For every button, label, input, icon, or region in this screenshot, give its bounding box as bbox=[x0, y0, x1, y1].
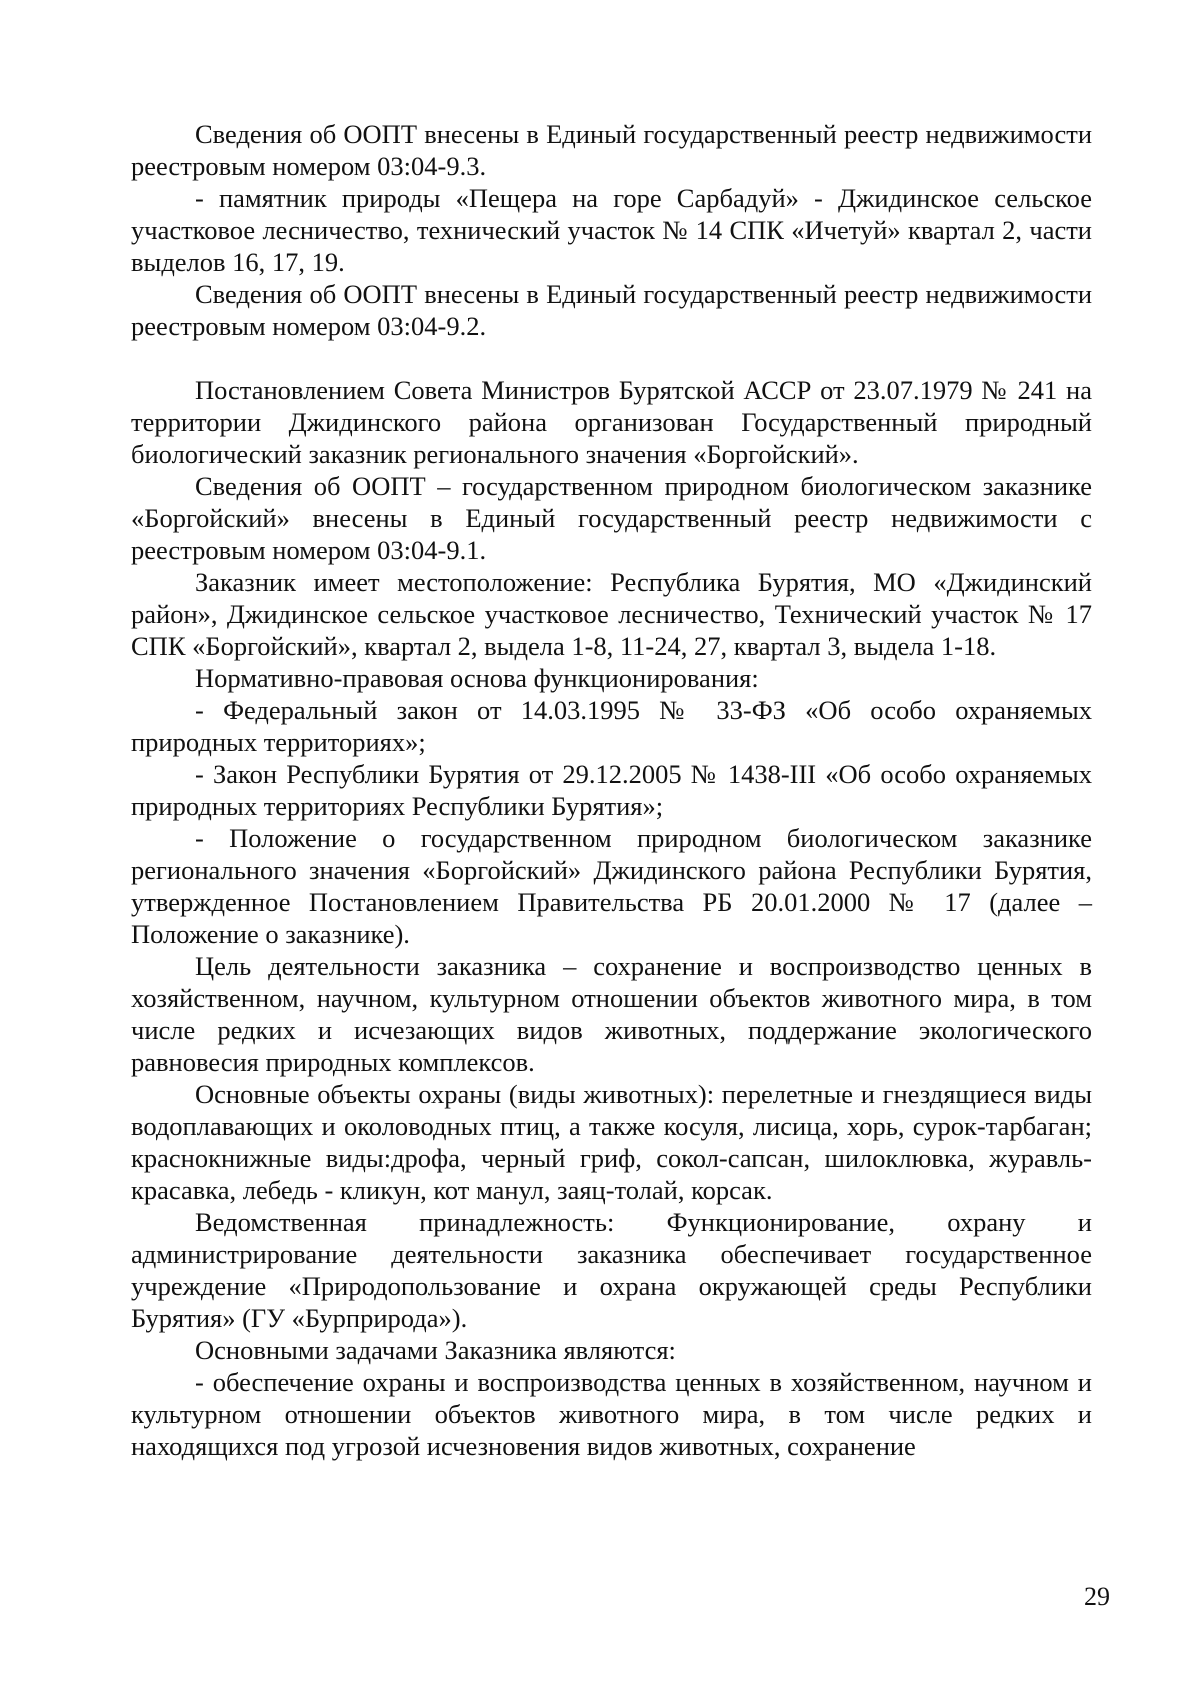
paragraph-federal-law: - Федеральный закон от 14.03.1995 № 33-ФЗ «Об особо охраняемых природных территориях»; bbox=[131, 695, 1092, 757]
paragraph-legal-basis-heading: Нормативно-правовая основа функционирования: bbox=[195, 663, 759, 693]
paragraph-protected-species: Основные объекты охраны (виды животных): перелетные и гнездящиеся виды водоплавающих и околоводных птиц, а также косуля, лисица, хорь, сурок-тарбаган; краснокнижные виды:дрофа, черный гриф, сокол-сапсан, шилоклювка, журавль-красавка, лебедь - кликун, кот манул, заяц-толай, корсак. bbox=[131, 1079, 1092, 1205]
paragraph-registry-03-04-9-2: Сведения об ООПТ внесены в Единый государственный реестр недвижимости реестровым номером 03:04-9.2. bbox=[131, 279, 1092, 341]
paragraph-registry-03-04-9-1: Сведения об ООПТ – государственном природном биологическом заказнике «Боргойский» внесены в Единый государственный реестр недвижимости с реестровым номером 03:04-9.1. bbox=[131, 471, 1092, 565]
paragraph-registry-03-04-9-3: Сведения об ООПТ внесены в Единый государственный реестр недвижимости реестровым номером 03:04-9.3. bbox=[131, 119, 1092, 181]
document-body bbox=[131, 118, 1092, 1462]
paragraph-resolution-1979: Постановлением Совета Министров Бурятской АССР от 23.07.1979 № 241 на территории Джидинского района организован Государственный природный биологический заказник регионального значения «Боргойский». bbox=[131, 375, 1092, 469]
paragraph-gap bbox=[131, 342, 1092, 374]
paragraph-location: Заказник имеет местоположение: Республика Бурятия, МО «Джидинский район», Джидинское сельское участковое лесничество, Технический участок № 17 СПК «Боргойский», квартал 2, выдела 1-8, 11-24, 27, квартал 3, выдела 1-18. bbox=[131, 567, 1092, 661]
paragraph-purpose: Цель деятельности заказника – сохранение и воспроизводство ценных в хозяйственном, научном, культурном отношении объектов животного мира, в том числе редких и исчезающих видов животных, поддержание экологического равновесия природных комплексов. bbox=[131, 951, 1092, 1077]
paragraph-main-tasks-heading: Основными задачами Заказника являются: bbox=[195, 1335, 676, 1365]
paragraph-departmental-affiliation: Ведомственная принадлежность: Функционирование, охрану и администрирование деятельности заказника обеспечивает государственное учреждение «Природопользование и охрана окружающей среды Республики Бурятия» (ГУ «Бурприрода»). bbox=[131, 1207, 1092, 1333]
paragraph-task-protection: - обеспечение охраны и воспроизводства ценных в хозяйственном, научном и культурном отношении объектов животного мира, в том числе редких и находящихся под угрозой исчезновения видов животных, сохранение bbox=[131, 1367, 1092, 1461]
paragraph-cave-sarbaduy: - памятник природы «Пещера на горе Сарбадуй» - Джидинское сельское участковое лесничество, технический участок № 14 СПК «Ичетуй» квартал 2, части выделов 16, 17, 19. bbox=[131, 183, 1092, 277]
page-number: 29 bbox=[1084, 1582, 1110, 1611]
paragraph-republic-law: - Закон Республики Бурятия от 29.12.2005 № 1438-III «Об особо охраняемых природных территориях Республики Бурятия»; bbox=[131, 759, 1092, 821]
paragraph-regulation: - Положение о государственном природном биологическом заказнике регионального значения «Боргойский» Джидинского района Республики Бурятия, утвержденное Постановлением Правительства РБ 20.01.2000 № 17 (далее – Положение о заказнике). bbox=[131, 823, 1092, 949]
